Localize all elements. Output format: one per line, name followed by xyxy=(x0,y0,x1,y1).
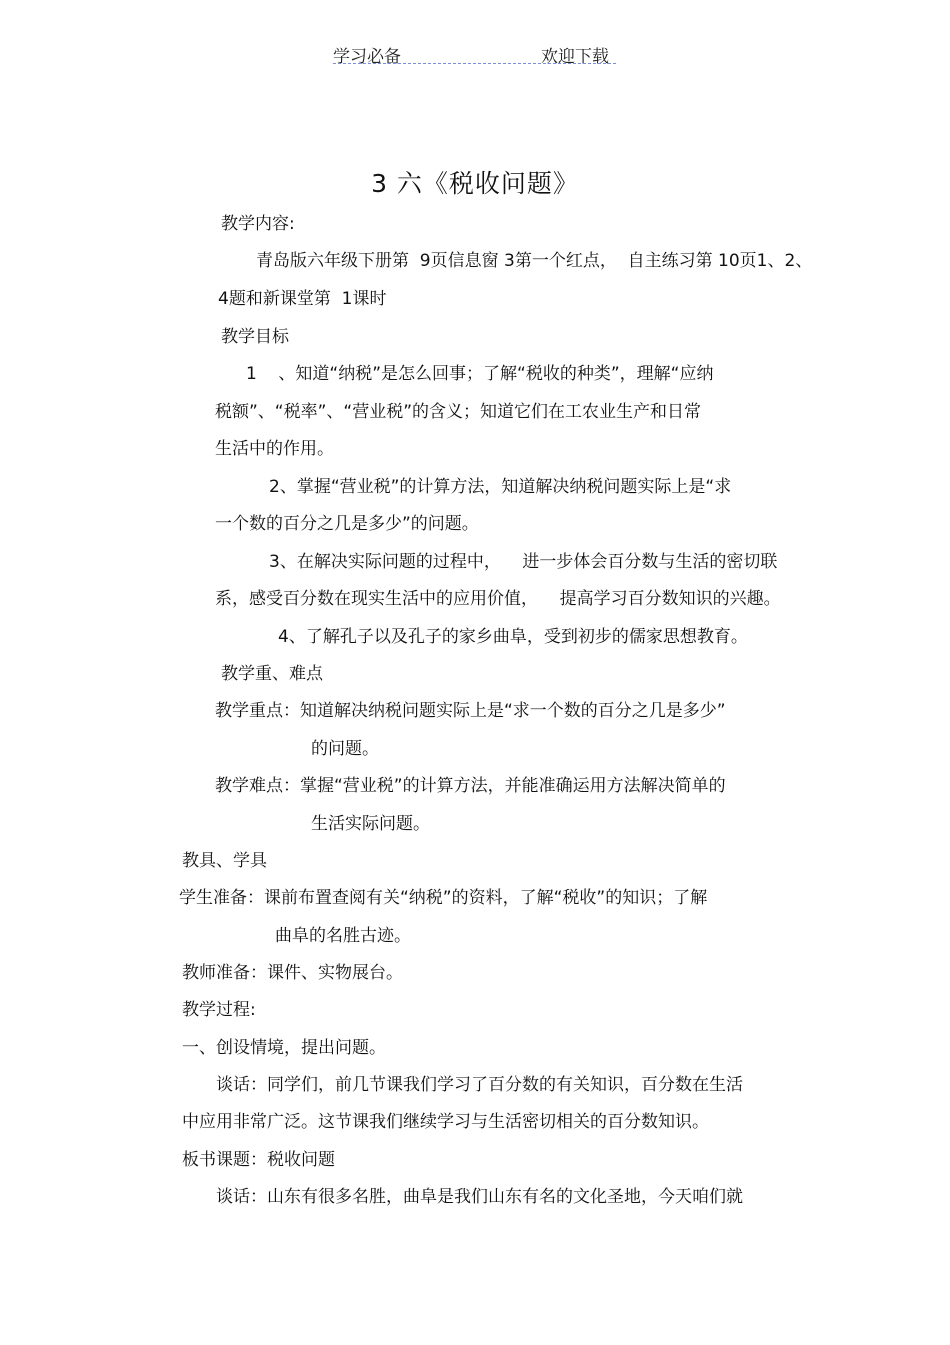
text-line: 教学内容: xyxy=(221,214,295,234)
text-line: 生活中的作用。 xyxy=(215,439,334,459)
header-right-text: 欢迎下载 xyxy=(541,47,609,67)
text-line: 1 、知道“纳税”是怎么回事；了解“税收的种类”，理解“应纳 xyxy=(246,364,714,384)
text-line: 的问题。 xyxy=(311,739,379,759)
text-line: 4题和新课堂第 1课时 xyxy=(218,289,387,309)
header-left-text: 学习必备 xyxy=(333,47,401,67)
text-line: 中应用非常广泛。这节课我们继续学习与生活密切相关的百分数知识。 xyxy=(182,1112,709,1132)
text-line: 教学过程: xyxy=(182,1000,256,1020)
text-line: 谈话：山东有很多名胜，曲阜是我们山东有名的文化圣地，今天咱们就 xyxy=(216,1187,743,1207)
text-line: 曲阜的名胜古迹。 xyxy=(275,926,411,946)
text-line: 2、掌握“营业税”的计算方法，知道解决纳税问题实际上是“求 xyxy=(269,477,732,497)
text-line: 一、创设情境，提出问题。 xyxy=(182,1038,386,1058)
text-line: 教学目标 xyxy=(221,327,289,347)
text-line: 3、在解决实际问题的过程中， 进一步体会百分数与生活的密切联 xyxy=(269,552,778,572)
text-line: 系，感受百分数在现实生活中的应用价值， 提高学习百分数知识的兴趣。 xyxy=(215,589,781,609)
text-line: 教具、学具 xyxy=(182,851,267,871)
text-line: 谈话：同学们，前几节课我们学习了百分数的有关知识，百分数在生活 xyxy=(216,1075,743,1095)
page-title: 3 六《税收问题》 xyxy=(371,169,579,198)
text-line: 教学重点：知道解决纳税问题实际上是“求一个数的百分之几是多少” xyxy=(215,701,726,721)
text-line: 生活实际问题。 xyxy=(311,814,430,834)
text-line: 税额”、“税率”、“营业税”的含义；知道它们在工农业生产和日常 xyxy=(215,402,702,422)
header-divider xyxy=(333,63,616,64)
text-line: 教学重、难点 xyxy=(221,664,323,684)
text-line: 板书课题：税收问题 xyxy=(182,1150,335,1170)
text-line: 教师准备：课件、实物展台。 xyxy=(182,963,403,983)
text-line: 青岛版六年级下册第 9页信息窗 3第一个红点， 自主练习第 10页1、2、 xyxy=(256,251,813,271)
text-line: 教学难点：掌握“营业税”的计算方法，并能准确运用方法解决简单的 xyxy=(215,776,726,796)
text-line: 一个数的百分之几是多少”的问题。 xyxy=(215,514,479,534)
text-line: 学生准备：课前布置查阅有关“纳税”的资料，了解“税收”的知识；了解 xyxy=(179,888,708,908)
text-line: 4、了解孔子以及孔子的家乡曲阜，受到初步的儒家思想教育。 xyxy=(278,627,748,647)
